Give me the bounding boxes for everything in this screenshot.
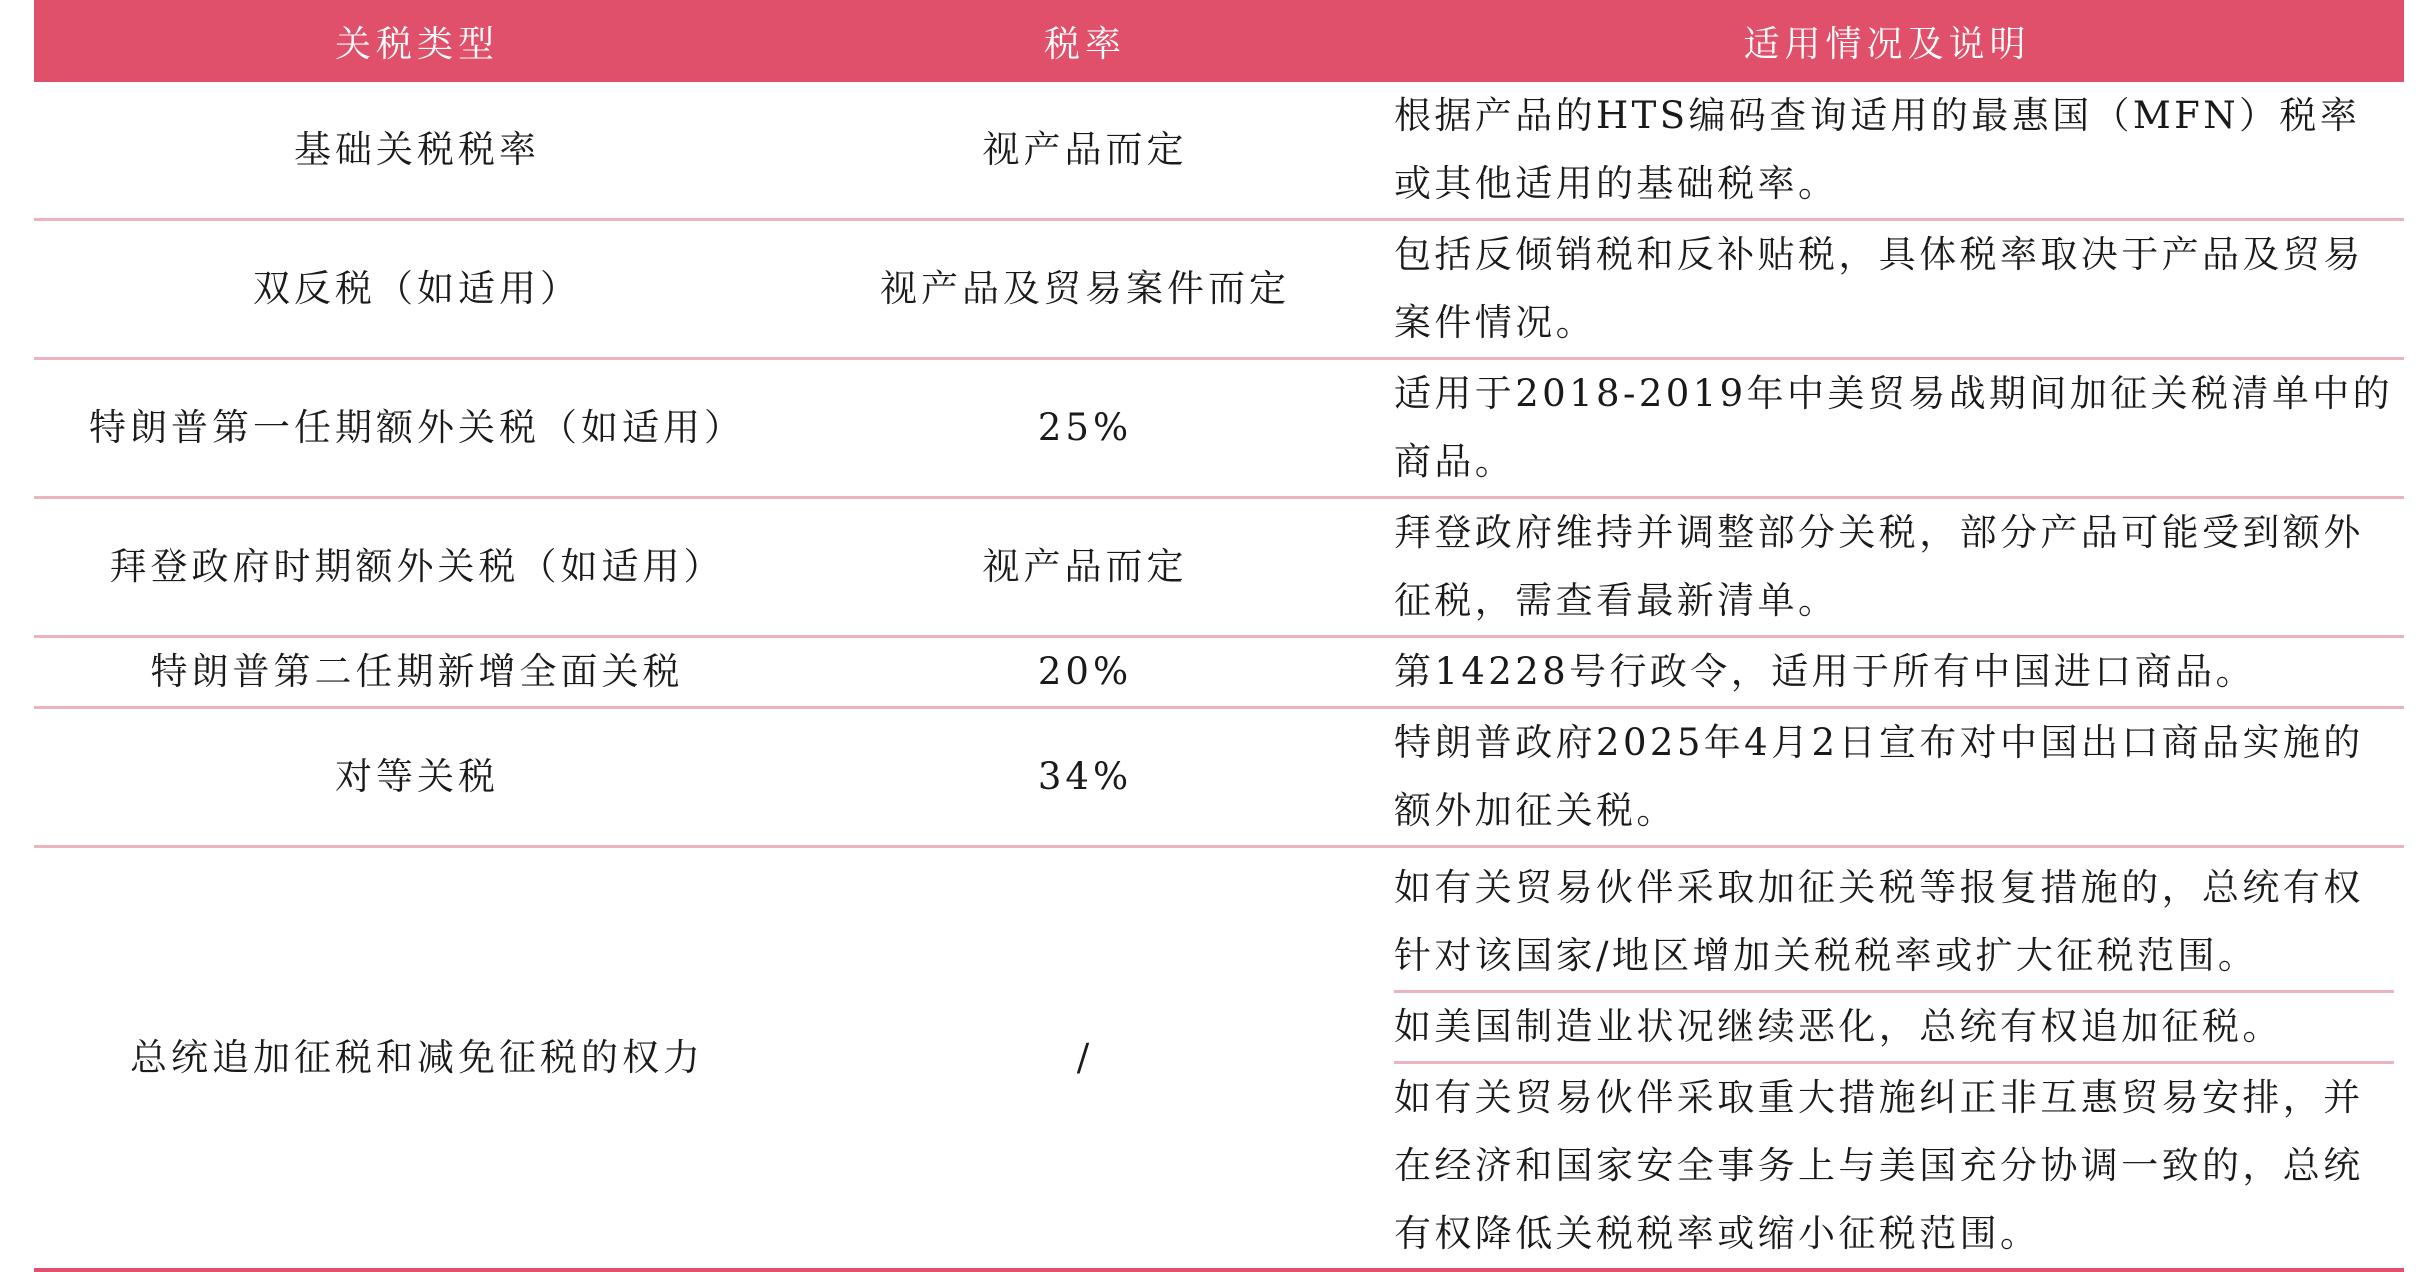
tariff-type-cell: 总统追加征税和减免征税的权力	[34, 847, 800, 1271]
table-row	[34, 82, 2404, 220]
tariff-rate-cell: 视产品而定	[800, 82, 1370, 220]
table-row	[34, 847, 2404, 1271]
tariff-rate-cell: 视产品而定	[800, 498, 1370, 637]
tariff-type-cell: 双反税（如适用）	[34, 220, 800, 359]
header-description: 适用情况及说明	[1370, 0, 2404, 82]
tariff-rate-cell: /	[800, 847, 1370, 1271]
table-row	[34, 498, 2404, 637]
tariff-type-cell: 对等关税	[34, 708, 800, 847]
header-tariff-type: 关税类型	[34, 0, 800, 82]
description-sub-item: 如有关贸易伙伴采取加征关税等报复措施的，总统有权针对该国家/地区增加关税税率或扩大征税范围。	[1394, 848, 2394, 993]
tariff-table	[34, 0, 2404, 1272]
description-cell: 第14228号行政令，适用于所有中国进口商品。	[1370, 637, 2404, 708]
header-tariff-rate: 税率	[800, 0, 1370, 82]
table-row	[34, 359, 2404, 498]
description-cell: 拜登政府维持并调整部分关税，部分产品可能受到额外征税，需查看最新清单。	[1370, 498, 2404, 637]
table-row	[34, 708, 2404, 847]
table-row	[34, 637, 2404, 708]
description-sub-item: 如美国制造业状况继续恶化，总统有权追加征税。	[1394, 993, 2394, 1064]
tariff-type-cell: 特朗普第一任期额外关税（如适用）	[34, 359, 800, 498]
description-cell: 适用于2018-2019年中美贸易战期间加征关税清单中的商品。	[1370, 359, 2404, 498]
tariff-type-cell: 拜登政府时期额外关税（如适用）	[34, 498, 800, 637]
table-row	[34, 220, 2404, 359]
tariff-rate-cell: 20%	[800, 637, 1370, 708]
description-cell	[1370, 847, 2404, 1271]
tariff-type-cell: 基础关税税率	[34, 82, 800, 220]
tariff-rate-cell: 25%	[800, 359, 1370, 498]
description-cell: 特朗普政府2025年4月2日宣布对中国出口商品实施的额外加征关税。	[1370, 708, 2404, 847]
description-cell: 包括反倾销税和反补贴税，具体税率取决于产品及贸易案件情况。	[1370, 220, 2404, 359]
tariff-type-cell: 特朗普第二任期新增全面关税	[34, 637, 800, 708]
description-sub-item: 如有关贸易伙伴采取重大措施纠正非互惠贸易安排，并在经济和国家安全事务上与美国充分协调一致的，总统有权降低关税税率或缩小征税范围。	[1394, 1076, 2364, 1255]
tariff-rate-cell: 34%	[800, 708, 1370, 847]
table-header-row	[34, 0, 2404, 82]
tariff-rate-cell: 视产品及贸易案件而定	[800, 220, 1370, 359]
description-cell: 根据产品的HTS编码查询适用的最惠国（MFN）税率或其他适用的基础税率。	[1370, 82, 2404, 220]
